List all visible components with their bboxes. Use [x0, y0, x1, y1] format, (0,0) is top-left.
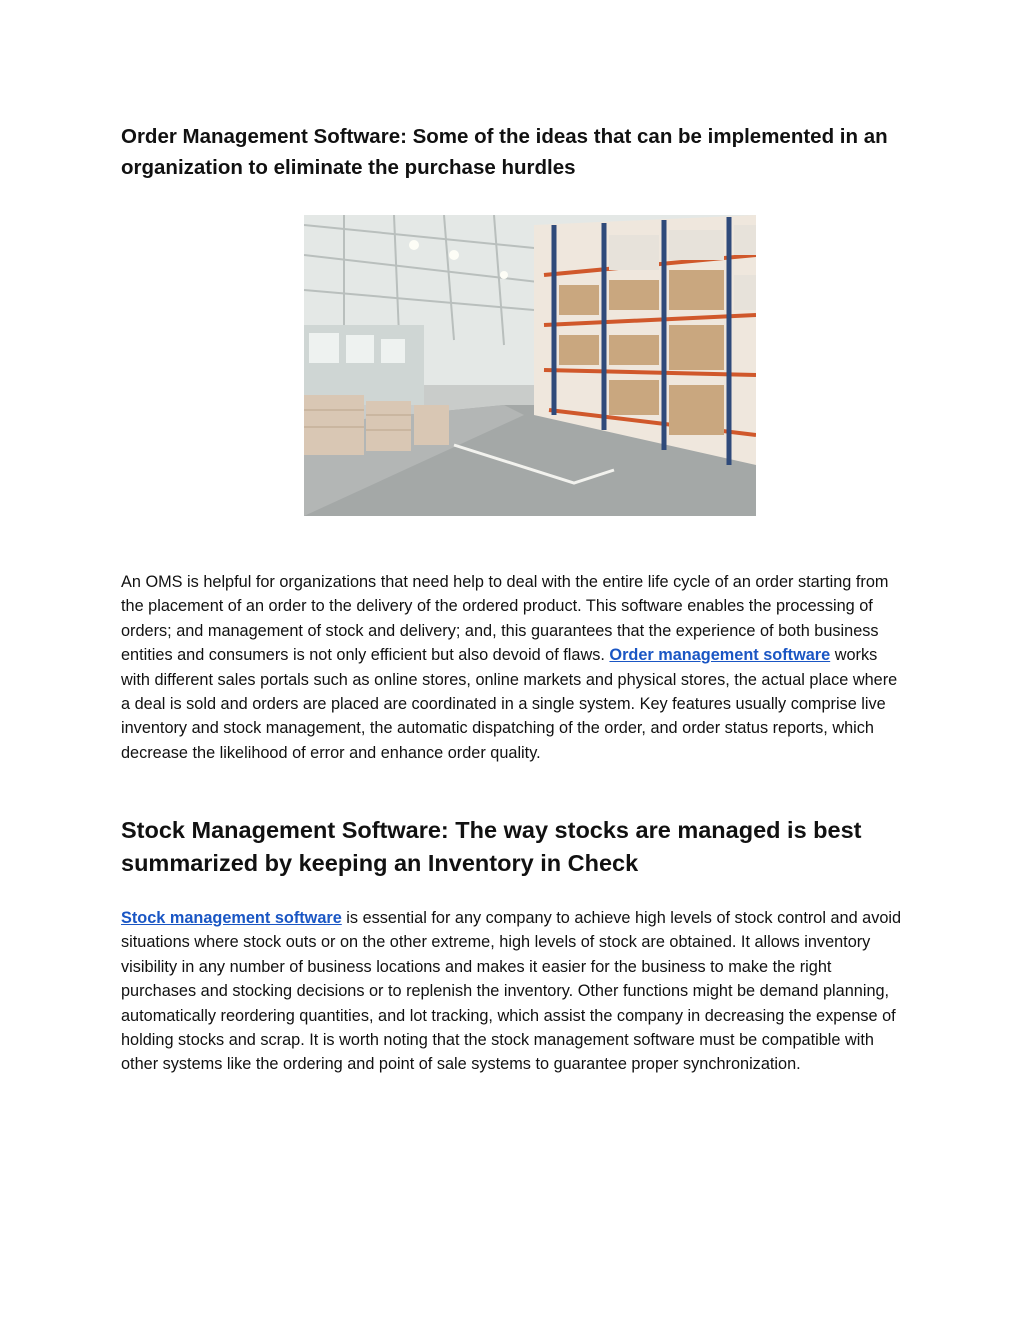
paragraph-stock-text-after: is essential for any company to achieve high levels of stock control and avoid situations where stock outs or on the other extreme, high levels of stock are obtained. It allows inventory visibility in any number of business locations and makes it easier for the business to make the right purchases and stocking decisions or to replenish the inventory. Other functions might be demand planning, automatically reordering quantities, and lot tracking, which assist the company in decreasing the expense of holding stocks and scrap. It is worth noting that the stock management software must be compatible with other systems like the ordering and point of sale systems to guarantee proper synchronization.: [121, 909, 902, 1074]
link-order-management-software[interactable]: Order management software: [609, 646, 831, 665]
section-heading-order-management: Order Management Software: Some of the ideas that can be implemented in an organization to eliminate the purchase hurdles: [121, 125, 888, 179]
paragraph-oms-text-after: works with different sales portals such as online stores, online markets and physical stores, the actual place where a deal is sold and orders are placed are coordinated in a single system. Key features usually comprise live inventory and stock management, the automatic dispatching of the order, and order status reports, which decrease the likelihood of error and enhance order quality.: [121, 646, 898, 762]
paragraph-oms-text-before: An OMS is helpful for organizations that need help to deal with the entire life cycle of an order starting from the placement of an order to the delivery of the ordered product. This software enables the processing of orders; and management of stock and delivery; and, this guarantees that the experience of both business entities and consumers is not only efficient but also devoid of flaws.: [121, 573, 889, 665]
section-heading-stock-management: Stock Management Software: The way stocks are managed is best summarized by keeping an Inventory in Check: [121, 817, 862, 876]
paragraph-oms: [121, 570, 906, 765]
warehouse-image: [304, 215, 756, 516]
paragraph-stock: [121, 906, 906, 1077]
link-stock-management-software[interactable]: Stock management software: [121, 909, 342, 927]
